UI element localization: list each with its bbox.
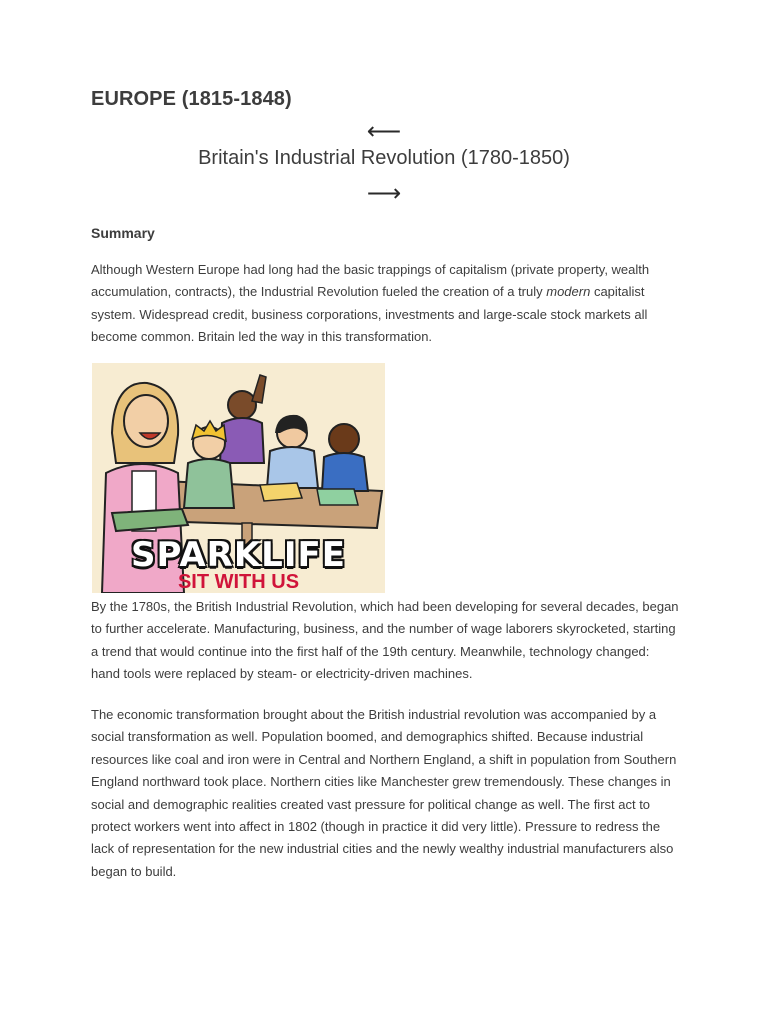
ad-brand-logo: SPARKLIFE — [131, 535, 346, 575]
body-paragraph: By the 1780s, the British Industrial Revolution, which had been developing for several decades, began to further accelerate. Manufacturing, business, and the number of wage laborers skyrocketed, starting a trend that would continue into the first half of the 19th century. Meanwhile, technology changed: hand tools were replaced by steam- or electricity-driven machines. — [91, 599, 679, 682]
previous-arrow-icon[interactable]: ⟵ — [366, 118, 402, 145]
ad-tagline: SIT WITH US — [177, 571, 300, 593]
person-right-body — [322, 453, 368, 491]
next-arrow-icon[interactable]: ⟶ — [366, 180, 402, 207]
person-purple-head — [228, 391, 256, 419]
summary-paragraph — [91, 259, 679, 349]
person-right-head — [329, 424, 359, 454]
food-tray — [317, 489, 358, 505]
summary-text-start: Although Western Europe had long had the basic trappings of capitalism (private property, wealth accumulation, contracts), the Industrial Revolution fueled the creation of a truly — [91, 262, 650, 300]
person-blue-body — [267, 447, 318, 488]
person-blonde-body — [184, 459, 234, 508]
page-title: EUROPE (1815-1848) — [91, 88, 292, 110]
summary-emphasis: modern — [546, 284, 591, 300]
summary-text-end: capitalist system. Widespread credit, business corporations, investments and large-scale stock markets all become common. Britain led the way in this transformation. — [91, 284, 648, 345]
raised-hand — [252, 375, 266, 403]
section-title: Britain's Industrial Revolution (1780-1850) — [198, 147, 570, 169]
advertisement-banner[interactable] — [92, 363, 385, 593]
person-left-head — [124, 395, 168, 447]
body-paragraph: The economic transformation brought about the British industrial revolution was accompanied by a social transformation as well. Population boomed, and demographics shifted. Because industrial resources like coal and iron were in Central and Northern England, a shift in population from Southern England northward took place. Northern cities like Manchester grew tremendously. These changes in social and demographic realities created vast pressure for political change as well. The first act to protect workers went into affect in 1802 (though in practice it did very little). Pressure to redress the lack of representation for the new industrial cities and the newly wealthy industrial manufacturers also began to build. — [91, 707, 677, 879]
food-tray — [260, 483, 302, 501]
summary-heading: Summary — [91, 225, 155, 241]
